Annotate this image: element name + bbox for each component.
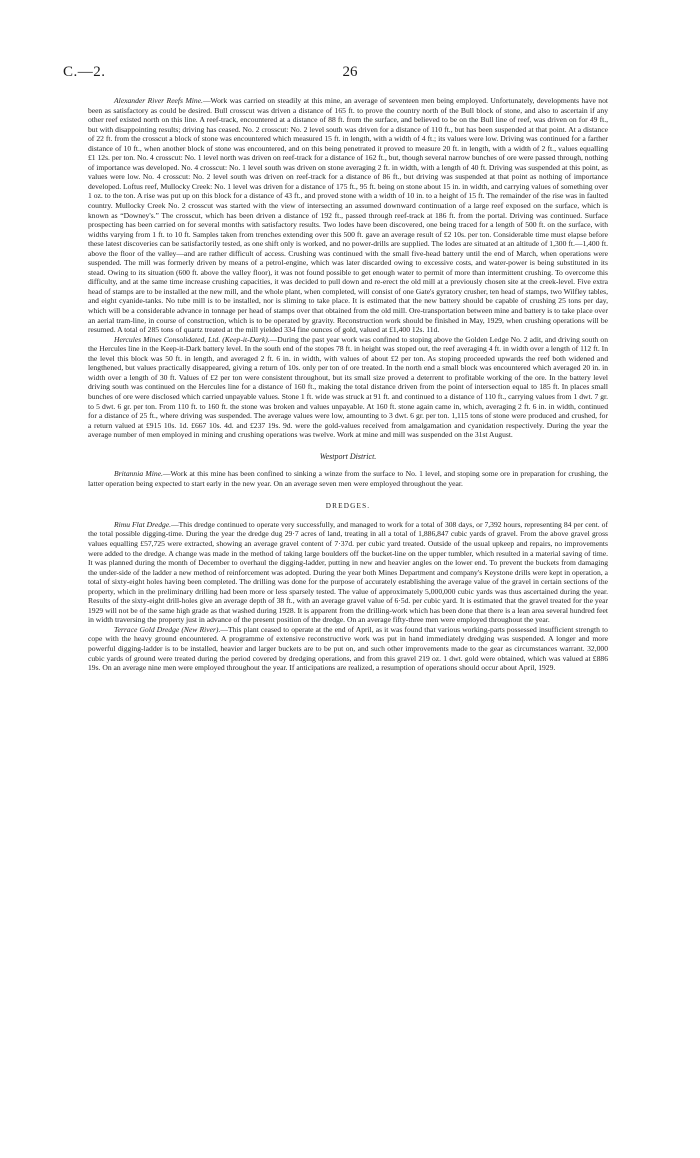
paragraph-title: Britannia Mine. [114, 469, 163, 479]
paragraph-hercules [88, 335, 608, 440]
dredges-section-heading: DREDGES. [325, 502, 371, 511]
paragraph-alexander-river [88, 96, 608, 335]
paragraph-title: Terrace Gold Dredge (New River). [114, 624, 221, 634]
page-body [88, 96, 608, 673]
paragraph-terrace-gold [88, 625, 608, 673]
page-header [63, 64, 637, 86]
paragraph-rimu-flat [88, 520, 608, 625]
paragraph-text: —During the past year work was confined to stoping above the Golden Ledge No. 2 adit, and driving south on the Hercules line in the Keep-it-Dark battery level. In the south end of the stopes 78 ft. in height was stoped out, the reef averaging 4 ft. in width over a length of 112 ft. In the level this block was 50 ft. in length, and averaged 2 ft. 6 in. in width, with values of about £2 per ton. As stoping proceeded upwards the reef both widened and lengthened, but values practically disappeared, giving a return of 10s. only per ton of ore treated. In the north end a small block was encountered which averaged 20 in. in width over a length of 30 ft. Values of £2 per ton were consistent throughout, but its small size proved a deterrent to profitable working of the ore. In the battery level driving south was continued on the Hercules line for a distance of 160 ft., making the total distance driven from the point of intersection equal to 185 ft. In places small bunches of ore were disclosed which carried unpayable values. Stone 1 ft. wide was struck at 91 ft. and continued to a distance of 110 ft., carrying values from 1 dwt. 7 gr. to 5 dwt. 6 gr. per ton. From 110 ft. to 160 ft. the stone was broken and values unpayable. At 160 ft. stone again came in, which, averaging 2 ft. 6 in. in width, continued for a distance of 25 ft., where driving was suspended. The average values were low, amounting to 3 dwt. 6 gr. per ton. 1,115 tons of stone were produced and crushed, for a return valued at £915 10s. 1d. £667 10s. 4d. and £237 19s. 9d. were the gold-values received from amalgamation and cyanidation respectively. During the year the average number of men employed in mining and crushing operations was twelve. Work at mine and mill was suspended on the 31st August. [88, 334, 608, 440]
paragraph-title: Hercules Mines Consolidated, Ltd. (Keep-it-Dark). [114, 334, 270, 344]
paragraph-title: Rimu Flat Dredge. [114, 519, 172, 529]
paragraph-text: —Work at this mine has been confined to sinking a winze from the surface to No. 1 level, and stoping some ore in preparation for crushing, the latter operation being expected to start early in the new year. On an average seven men were employed throughout the year. [88, 469, 608, 488]
westport-district-heading: Westport District. [319, 451, 377, 461]
page-number: 26 [342, 64, 358, 80]
paragraph-text: —Work was carried on steadily at this mine, an average of seventeen men being employed. Unfortunately, developments have not been as satisfactory as could be desired. Bull crosscut was driven a distance of 165 ft. to prove the country north of the Bull block of stone, and also to ascertain if any other reef existed north on this line. A reef-track, encountered at a distance of 88 ft. from the surface, and believed to be on the Bull line of reef, was driven on for 49 ft., but with disappointing results; driving has ceased. No. 2 crosscut: No. 2 level south was driven for a distance of 110 ft., but has been suspended at that point. At a distance of 22 ft. from the crosscut a block of stone was encountered which measured 15 ft. in length, with a width of 4 ft.; its values were low. Driving was continued for a farther distance of 10 ft., when another block of stone was encountered, and on this being penetrated it proved to measure 20 ft. in length, with a width of 2 ft., values equalling £1 12s. per ton. No. 4 crosscut: No. 1 level north was driven on reef-track for a distance of 162 ft., but, though several narrow bunches of ore were passed through, nothing of importance was developed. No. 4 crosscut: No. 1 level south was driven on stone averaging 2 ft. in width, with a length of 40 ft. Driving was suspended at this point, as values were low. No. 4 crosscut: No. 2 level south was driven on reef-track for a distance of 86 ft., but driving was suspended at that point as nothing of importance developed. Loftus reef, Mullocky Creek: No. 1 level was driven for a distance of 175 ft., 95 ft. being on stone about 15 in. in width, and carrying values of something over 1 oz. to the ton. A rise was put up on this block for a distance of 43 ft., and proved stone with a width of 10 in. to a height of 15 ft. The remainder of the rise was in faulted country. Mullocky Creek No. 2 crosscut was started with the view of intersecting an assumed downward continuation of a large reef exposed on the surface, which is known as “Downey's.” The crosscut, which has been driven a distance of 192 ft., passed through reef-track at 186 ft. from the portal. Driving was continued. Surface prospecting has been carried on for several months with satisfactory results. Two lodes have been discovered, one being traced for a length of 500 ft. on the surface, with widths varying from 1 ft. to 10 ft. Samples taken from trenches extending over this 500 ft. gave an average result of £2 10s. per ton. Considerable time must elapse before these latest discoveries can be satisfactorily tested, as one shift only is worked, and no power-drills are supplied. The lodes are situated at an altitude of 1,300 ft.—1,400 ft. above the floor of the valley—and are rather difficult of access. Crushing was continued with the small five-head battery until the end of March, when operations were suspended. The mill was formerly driven by means of a petrol-engine, which was later discarded owing to excessive costs, and water-power is being substituted in its stead. Owing to its situation (600 ft. above the valley floor), it was not found possible to get enough water to permit of more than intermittent crushing. To overcome this difficulty, and at the same time increase crushing capacities, it was decided to pull down and re-erect the old mill at a previously chosen site at the creek-level. Five extra head of stamps are to be installed at the new mill, and the whole plant, when completed, will consist of one Gate's gyratory crusher, ten head of stamps, two Wilfley tables, and eight cyanide-tanks. No tube mill is to be installed, nor is sliming to take place. It is estimated that the new battery should be capable of crushing 25 tons per day, which will be a considerable advance in tonnage per head of stamps over that obtained from the old mill. Ore-transportation between mine and battery is to take place over an aerial tram-line, in course of construction, which is to be operated by gravity. Reconstruction work should be finished in May, 1929, when crushing operations will be resumed. A total of 285 tons of quartz treated at the mill yielded 334 fine ounces of gold, valued at £1,400 12s. 11d. [88, 96, 608, 335]
page-reference: C.—2. [63, 64, 106, 80]
paragraph-title: Alexander River Reefs Mine. [114, 96, 203, 105]
paragraph-britannia [88, 469, 608, 488]
paragraph-text: —This plant ceased to operate at the end of April, as it was found that various working-parts possessed insufficient strength to cope with the heavy ground encountered. A programme of extensive reconstructive work was put in hand immediately dredging was suspended. A longer and more powerful digging-ladder is to be installed, heavier and larger buckets are to be put on, and such other improvements made to the gear as circumstances warrant. 32,000 cubic yards of ground were treated during the period covered by dredging operations, and from this gravel 219 oz. 1 dwt. gold were obtained, which was valued at £886 19s. On an average nine men were employed throughout the year. If anticipations are realized, a resumption of operations should occur about April, 1929. [88, 624, 608, 673]
paragraph-text: —This dredge continued to operate very successfully, and managed to work for a total of 308 days, or 7,392 hours, representing 84 per cent. of the total possible digging-time. During the year the dredge dug 29·7 acres of land, treating in all a total of 1,886,847 cubic yards of gravel. From the above gravel gross values equalling £57,725 were extracted, showing an average gravel content of 7·37d. per cubic yard treated. Outside of the usual upkeep and repairs, no improvements were added to the dredge. A change was made in the method of taking large boulders off the bucket-line on the upper tumbler, which resulted in a material saving of time. It was planned during the month of December to overhaul the digging-ladder, putting in new and heavier angles on the lower end. To prevent the buckets from damaging the under-side of the ladder a new method of reinforcement was adopted. During the year both Mines Department and company's Keystone drills were kept in operation, a total of sixty-eight holes having been completed. The drilling was done for the purpose of accurately establishing the average value of the gravel in certain sections of the property, which in the preliminary drilling had been more or less sparsely tested. The value of approximately 5,000,000 cubic yards was thus ascertained during the year. Results of the sixty-eight drill-holes give an average depth of 38 ft., with an average gravel value of 6·5d. per cubic yard. It is estimated that the gravel treated for the year 1929 will not be of the same high grade as that washed during 1928. It is apparent from the drilling-work which has been done that there is a lean area several hundred feet in width traversing the property just in advance of the present position of the dredge. On an average fifty-three men were employed throughout the year. [88, 519, 609, 625]
